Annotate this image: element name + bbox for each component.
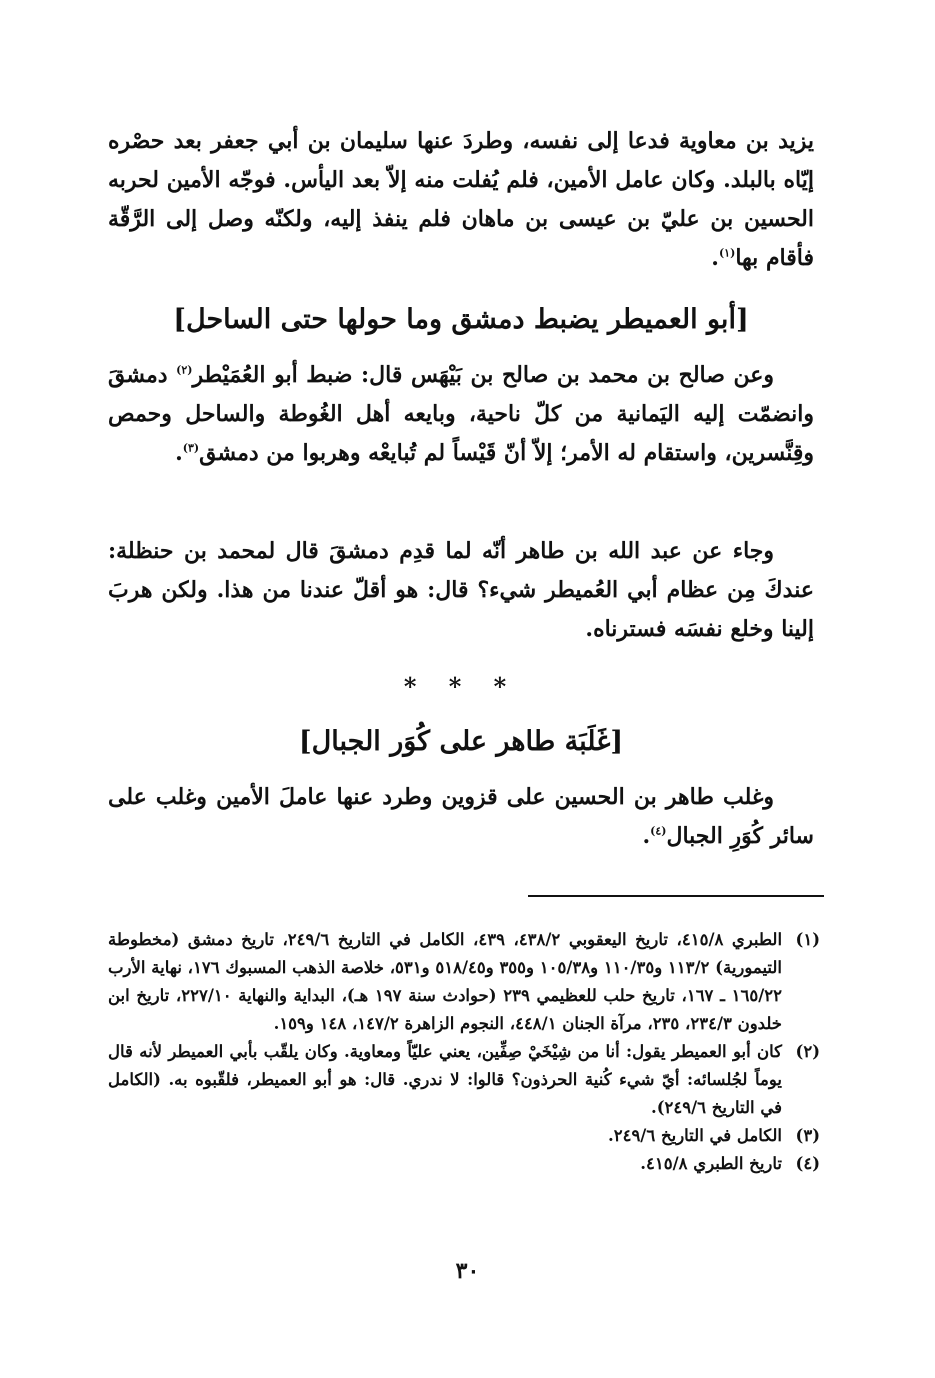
footnote-separator [528,895,824,897]
footnote-number: (٢) [795,1042,820,1061]
footnote-text: الطبري ٤١٥/٨، تاريخ اليعقوبي ٤٣٨/٢، ٤٣٩، الكامل في التاريخ ٢٤٩/٦، تاريخ دمشق (مخطوطة التيمورية) ١١٣/٢ و١١٠/٣٥ و١٠٥/٣٨ و٣٥٥ و٥١٨/٤٥ و٥٣١، خلاصة الذهب المسبوك ١٧٦، نهاية الأرب ١٦٥/٢٢ ـ ١٦٧، تاريخ حلب للعظيمي ٢٣٩ (حوادث سنة ١٩٧ هـ)، البداية والنهاية ٢٢٧/١٠، تاريخ ابن خلدون ٢٣٤/٣، ٢٣٥، مرآة الجنان ٤٤٨/١، النجوم الزاهرة ١٤٧/٢، ١٤٨ و١٥٩. [108,930,783,1033]
section-divider-stars: * * * [403,672,519,701]
paragraph-1-end: . [711,245,719,271]
footnote-ref-4: (٤) [650,824,667,838]
paragraph-1 [108,122,814,278]
footnote-text: كان أبو العميطر يقول: أنا من شِيْخَيْ صِفِّين، يعني عليّاً ومعاوية. وكان يلقّب بأبي العميطر لأنه قال يوماً لجُلسائه: أيّ شيء كُنية الحرذون؟ قالوا: لا ندري. قال: هو أبو العميطر، فلقّبوه به. (الكامل في التاريخ ٢٤٩/٦). [108,1042,782,1117]
page-number: ٣٠ [455,1258,480,1284]
paragraph-4 [108,778,814,856]
footnote-2 [108,1038,820,1122]
footnote-ref-2: (٢) [176,363,193,377]
paragraph-4-end: . [642,823,651,849]
paragraph-4-text: وغلب طاهر بن الحسين على قزوين وطرد عنها عاملَ الأمين وغلب على سائر كُوَرِ الجبال [108,784,814,849]
footnote-ref-3: (٣) [182,441,200,455]
footnote-number: (٣) [795,1126,820,1145]
section-heading-1: [أبو العميطر يضبط دمشق وما حولها حتى الساحل] [173,304,749,335]
footnote-ref-1: (١) [718,246,736,260]
paragraph-2-text: وعن صالح بن محمد بن صالح بن بَيْهَس قال: ضبط أبو العُمَيْطر [192,362,774,388]
section-heading-2: [غَلَبَة طاهر على كُوَر الجبال] [298,726,624,757]
footnotes [108,926,820,1178]
paragraph-2-continued: دمشقَ وانضمّت إليه اليَمانية من كلّ ناحية، وبايعه أهل الغُوطة والساحل وحمص وقِنَّسرين، واستقام له الأمر؛ إلاّ أنّ قَيْساً لم تُبايعْه وهربوا من دمشق [108,362,814,466]
footnote-number: (١) [795,930,820,949]
footnote-1 [108,926,820,1038]
paragraph-3: وجاء عن عبد الله بن طاهر أنّه لما قدِم دمشقَ قال لمحمد بن حنظلة: عندكَ مِن عظام أبي العُميطر شيء؟ قال: هو أقلّ عندنا من هذا. ولكن هربَ إلينا وخلع نفسَه فسترناه. [108,538,814,642]
footnote-3 [108,1122,820,1150]
footnote-number: (٤) [795,1154,820,1173]
footnote-text: تاريخ الطبري ٤١٥/٨. [640,1154,782,1173]
paragraph-1-text: يزيد بن معاوية فدعا إلى نفسه، وطردَ عنها سليمان بن أبي جعفر بعد حصْره إيّاه بالبلد. وكان عامل الأمين، فلم يُفلت منه إلاّ بعد اليأس. فوجّه الأمين لحربه الحسين بن عليّ بن عيسى بن ماهان فلم ينفذ إليه، ولكنّه وصل إلى الرَّقّة فأقام بها [108,128,814,271]
footnote-4 [108,1150,820,1178]
footnote-text: الكامل في التاريخ ٢٤٩/٦. [607,1126,782,1145]
paragraph-2 [108,356,814,473]
paragraph-2-end: . [175,440,183,466]
